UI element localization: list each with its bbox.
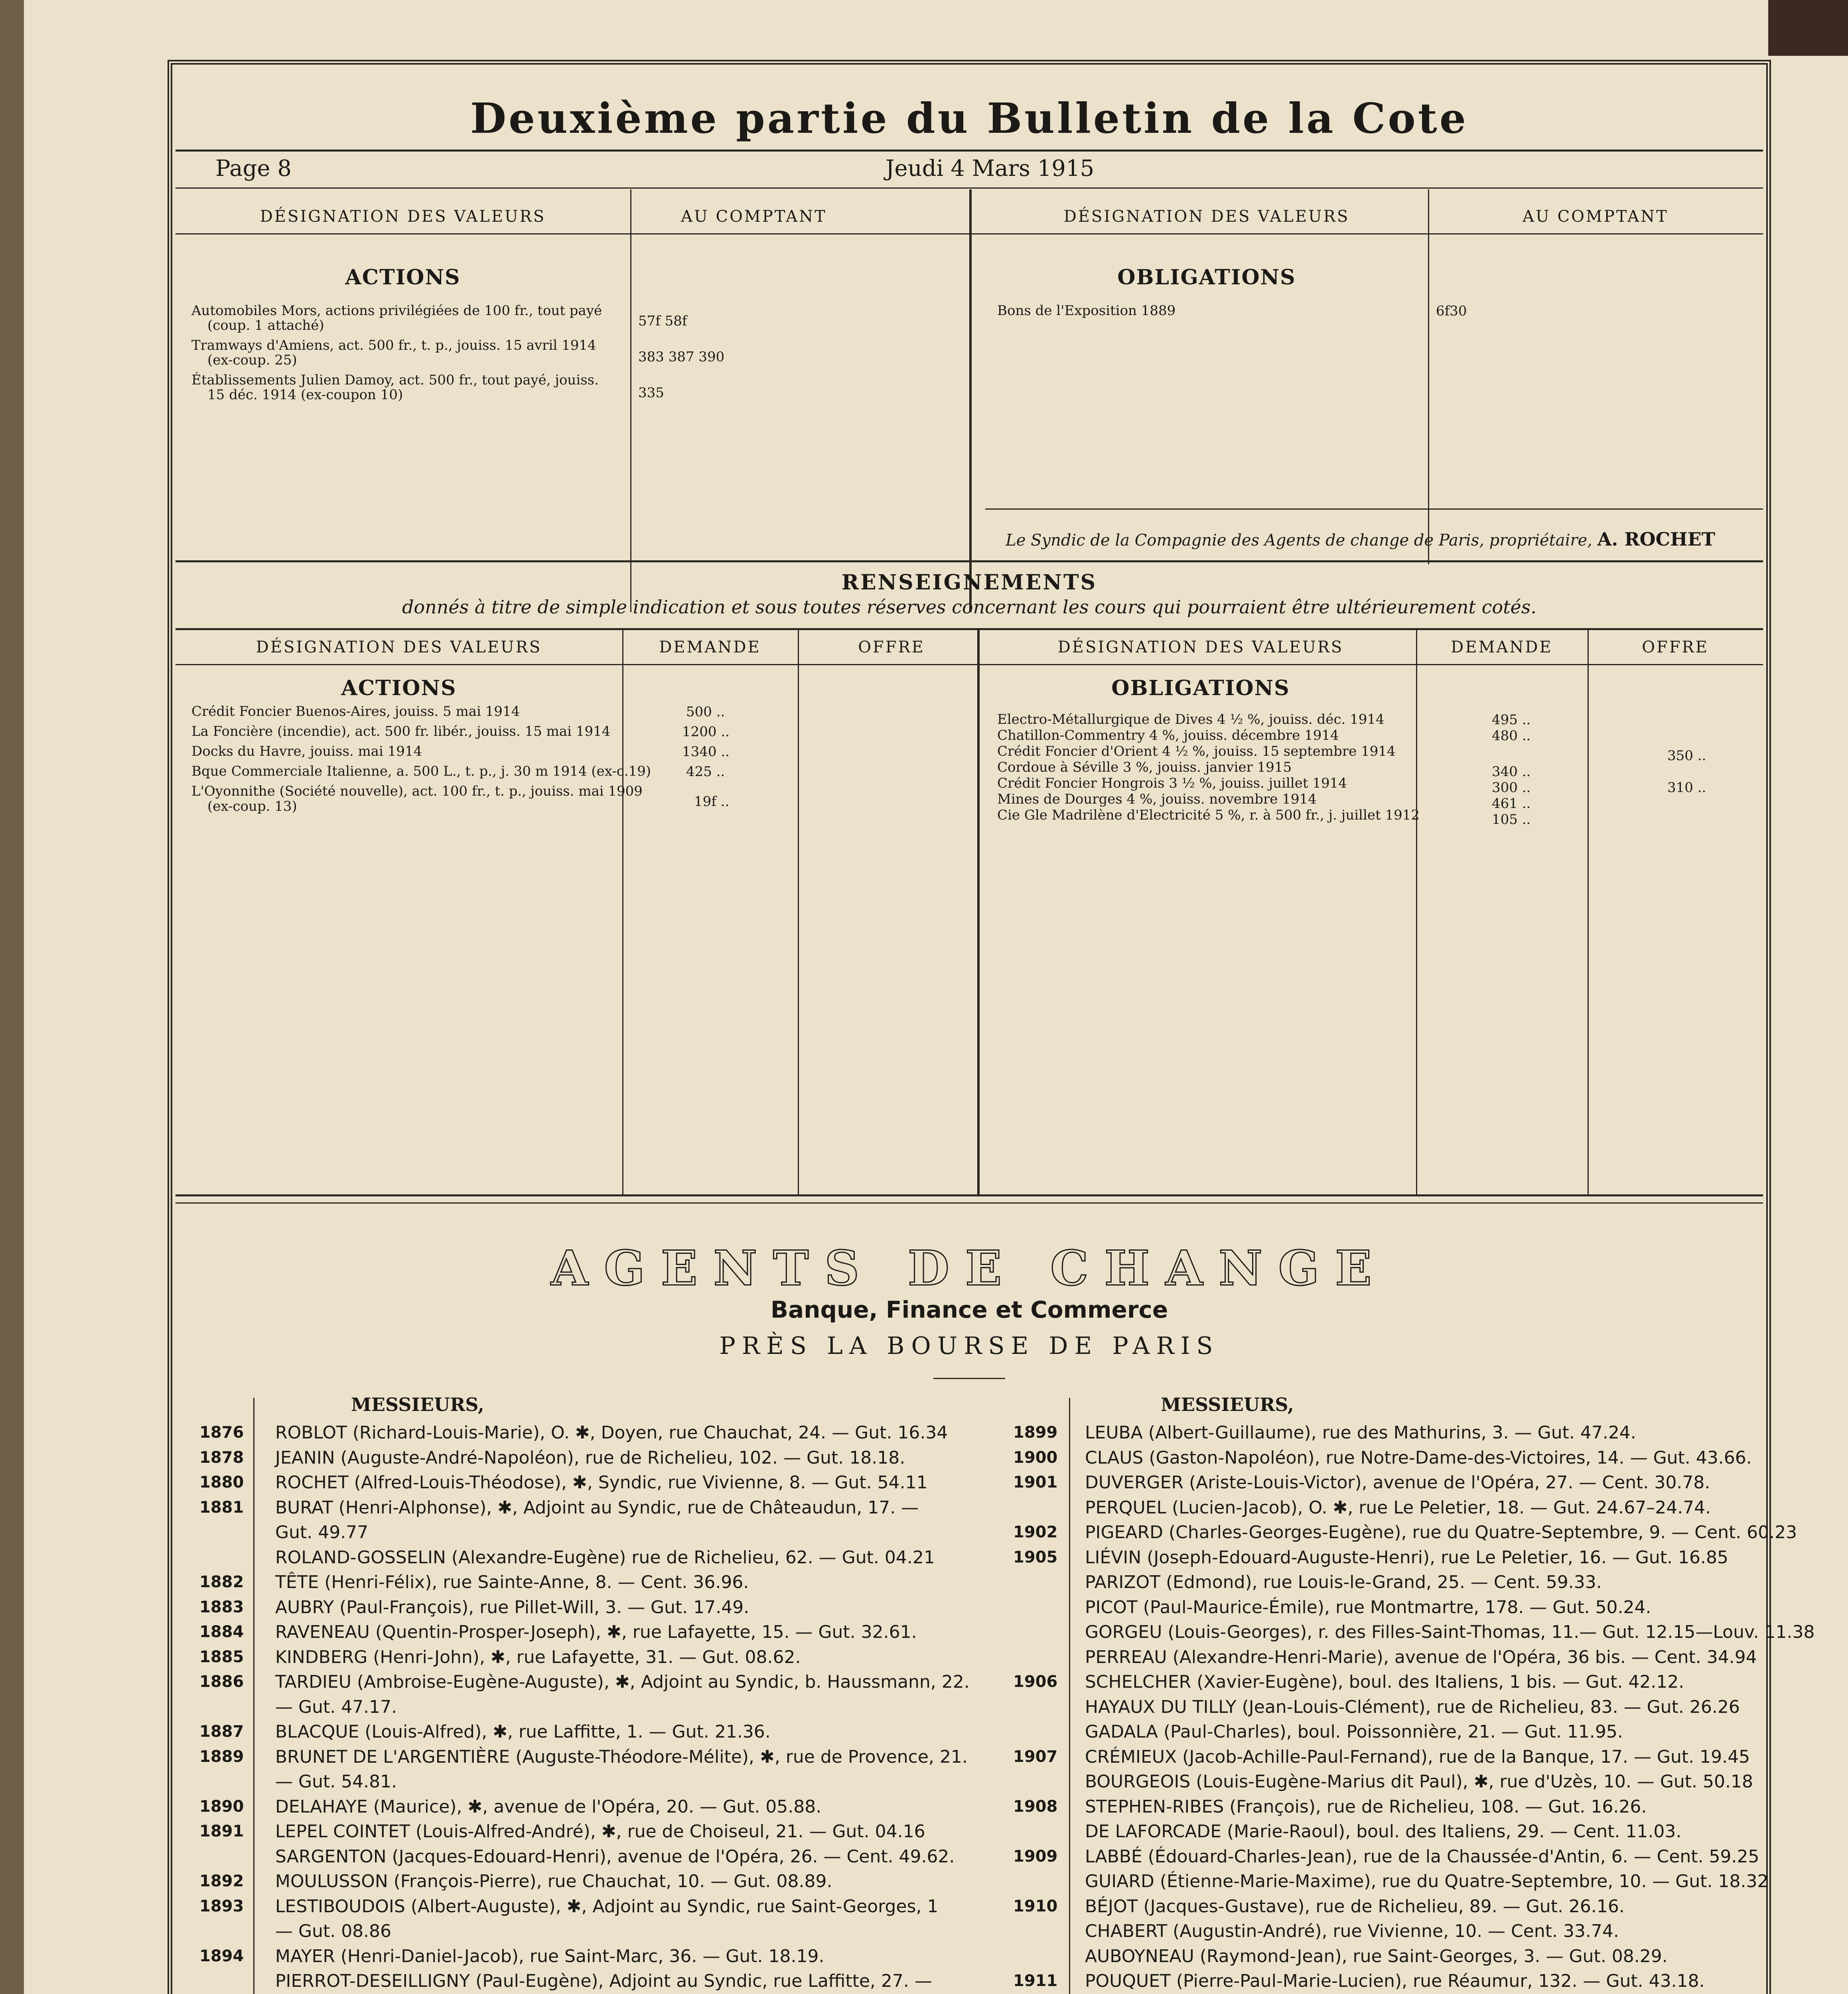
agent-year: 1887 — [199, 1722, 244, 1741]
agent-entry: CLAUS (Gaston-Napoléon), rue Notre-Dame-des-Victoires, 14. — Gut. 43.66. — [1085, 1447, 1752, 1468]
issue-date: Jeudi 4 Mars 1915 — [886, 156, 1095, 181]
agent-entry: ROBLOT (Richard-Louis-Marie), O. ✱, Doyen, rue Chauchat, 24. — Gut. 16.34 — [275, 1423, 948, 1443]
agent-entry: DELAHAYE (Maurice), ✱, avenue de l'Opéra, 20. — Gut. 05.88. — [275, 1796, 822, 1817]
rens-obligation-demande: 340 .. — [1492, 764, 1531, 780]
agent-entry: POUQUET (Pierre-Paul-Marie-Lucien), rue Réaumur, 132. — Gut. 43.18. — [1085, 1971, 1705, 1991]
rens-action-demande: 1200 .. — [682, 724, 730, 740]
messieurs-left: MESSIEURS, — [351, 1394, 484, 1415]
ornament-rule — [933, 1378, 1005, 1379]
agent-year: 1881 — [199, 1498, 244, 1517]
agent-entry: DUVERGER (Ariste-Louis-Victor), avenue de l'Opéra, 27. — Cent. 30.78. — [1085, 1472, 1710, 1493]
agent-year: 1880 — [199, 1473, 244, 1492]
rens-action-row: L'Oyonnithe (Société nouvelle), act. 100 fr., t. p., jouiss. mai 1909 — [191, 783, 643, 799]
agent-entry: CHABERT (Augustin-André), rue Vivienne, 10. — Cent. 33.74. — [1085, 1921, 1619, 1941]
agent-entry: BURAT (Henri-Alphonse), ✱, Adjoint au Syndic, rue de Châteaudun, 17. — — [275, 1497, 919, 1518]
agent-entry: LABBÉ (Édouard-Charles-Jean), rue de la Chaussée-d'Antin, 6. — Cent. 59.25 — [1085, 1846, 1759, 1867]
col-comptant-right: AU COMPTANT — [1523, 207, 1669, 226]
agent-entry: STEPHEN-RIBES (François), rue de Richelieu, 108. — Gut. 16.26. — [1085, 1796, 1647, 1817]
rens-obligation-offre: 350 .. — [1667, 748, 1706, 764]
rens-top-rule — [176, 628, 1763, 630]
rens-action-demande: 500 .. — [686, 704, 725, 720]
col-designation-right: DÉSIGNATION DES VALEURS — [1063, 207, 1350, 226]
agent-entry: Gut. 49.77 — [275, 1522, 369, 1543]
cote-divider-1 — [630, 189, 631, 612]
agent-entry: ROCHET (Alfred-Louis-Théodose), ✱, Syndic, rue Vivienne, 8. — Gut. 54.11 — [275, 1472, 928, 1493]
cote-action-row-cont: 15 déc. 1914 (ex-coupon 10) — [207, 387, 403, 403]
agent-entry: GUIARD (Étienne-Marie-Maxime), rue du Quatre-Septembre, 10. — Gut. 18.32 — [1085, 1871, 1769, 1892]
rens-bottom-rule — [176, 1194, 1763, 1196]
cote-obligations-title: OBLIGATIONS — [1117, 265, 1296, 290]
rens-obligation-demande: 495 .. — [1492, 712, 1531, 728]
rens-action-row: Crédit Foncier Buenos-Aires, jouiss. 5 mai 1914 — [191, 703, 520, 719]
rens-obligation-row: Crédit Foncier Hongrois 3 ½ %, jouiss. juillet 1914 — [997, 775, 1347, 791]
agent-year: 1900 — [1013, 1448, 1058, 1467]
syndic-text: Le Syndic de la Compagnie des Agents de change de Paris, propriétaire, — [1006, 531, 1592, 550]
cote-action-value: 335 — [638, 385, 664, 401]
cote-obligation-row: Bons de l'Exposition 1889 — [997, 303, 1176, 319]
rens-action-demande: 1340 .. — [682, 744, 730, 760]
rens-obligation-offre: 310 .. — [1667, 780, 1706, 796]
page-number: Page 8 — [215, 156, 292, 181]
agent-year: 1889 — [199, 1747, 244, 1766]
agent-entry: LEPEL COINTET (Louis-Alfred-André), ✱, rue de Choiseul, 21. — Gut. 04.16 — [275, 1821, 925, 1842]
renseignements-title: RENSEIGNEMENTS — [841, 570, 1097, 595]
binding-spine — [0, 0, 24, 1994]
agent-year: 1893 — [199, 1897, 244, 1915]
cote-action-value: 57f 58f — [638, 313, 687, 329]
agent-entry: LIÉVIN (Joseph-Edouard-Auguste-Henri), rue Le Peletier, 16. — Gut. 16.85 — [1085, 1547, 1728, 1568]
rens-divider-4 — [1416, 628, 1417, 1194]
agent-entry: DE LAFORCADE (Marie-Raoul), boul. des Italiens, 29. — Cent. 11.03. — [1085, 1821, 1682, 1842]
cote-action-row: Établissements Julien Damoy, act. 500 fr., tout payé, jouiss. — [191, 372, 599, 388]
rens-obligation-row: Mines de Dourges 4 %, jouiss. novembre 1914 — [997, 791, 1317, 807]
agents-divider-left — [253, 1398, 254, 1994]
bulletin-content — [176, 70, 1815, 1994]
agent-entry: CRÉMIEUX (Jacob-Achille-Paul-Fernand), rue de la Banque, 17. — Gut. 19.45 — [1085, 1746, 1750, 1767]
agent-entry: PIERROT-DESEILLIGNY (Paul-Eugène), Adjoint au Syndic, rue Laffitte, 27. — — [275, 1971, 932, 1991]
agent-entry: SARGENTON (Jacques-Edouard-Henri), avenue de l'Opéra, 26. — Cent. 49.62. — [275, 1846, 955, 1867]
syndic-line — [1006, 528, 1715, 550]
agent-entry: — Gut. 08.86 — [275, 1921, 392, 1941]
rens-col-designation-left: DÉSIGNATION DES VALEURS — [256, 638, 542, 656]
rens-bottom-rule-2 — [176, 1202, 1763, 1204]
rens-obligation-demande: 105 .. — [1492, 812, 1531, 828]
rens-divider-5 — [1588, 628, 1589, 1194]
rens-obligation-row: Cordoue à Séville 3 %, jouiss. janvier 1915 — [997, 759, 1292, 775]
rens-obligation-row: Crédit Foncier d'Orient 4 ½ %, jouiss. 15 septembre 1914 — [997, 743, 1396, 759]
agent-entry: PIGEARD (Charles-Georges-Eugène), rue du Quatre-Septembre, 9. — Cent. 60.23 — [1085, 1522, 1797, 1543]
agent-entry: AUBOYNEAU (Raymond-Jean), rue Saint-Georges, 3. — Gut. 08.29. — [1085, 1946, 1668, 1966]
agent-entry: AUBRY (Paul-François), rue Pillet-Will, 3. — Gut. 17.49. — [275, 1597, 749, 1618]
header-rule — [176, 150, 1763, 152]
agent-year: 1883 — [199, 1598, 244, 1616]
cote-action-row: Tramways d'Amiens, act. 500 fr., t. p., jouiss. 15 avril 1914 — [191, 337, 596, 353]
cote-action-row-cont: (coup. 1 attaché) — [207, 317, 324, 333]
rens-actions-title: ACTIONS — [341, 676, 457, 700]
agent-entry: MOULUSSON (François-Pierre), rue Chauchat, 10. — Gut. 08.89. — [275, 1871, 832, 1892]
rens-divider-2 — [798, 628, 799, 1194]
agent-entry: JEANIN (Auguste-André-Napoléon), rue de Richelieu, 102. — Gut. 18.18. — [275, 1447, 905, 1468]
agent-entry: MAYER (Henri-Daniel-Jacob), rue Saint-Marc, 36. — Gut. 18.19. — [275, 1946, 824, 1966]
agent-year: 1884 — [199, 1623, 244, 1641]
rens-col-offre-right: OFFRE — [1642, 638, 1709, 656]
rens-divider-3 — [977, 628, 980, 1194]
agent-entry: — Gut. 47.17. — [275, 1696, 397, 1717]
agent-year: 1876 — [199, 1423, 244, 1442]
cote-divider-2 — [969, 189, 972, 612]
agent-entry: TARDIEU (Ambroise-Eugène-Auguste), ✱, Adjoint au Syndic, b. Haussmann, 22. — [275, 1672, 970, 1692]
agents-divider-mid — [1069, 1398, 1070, 1994]
agent-year: 1910 — [1013, 1897, 1058, 1915]
rens-obligation-demande: 461 .. — [1492, 796, 1531, 812]
rens-action-row: Docks du Havre, jouiss. mai 1914 — [191, 743, 422, 759]
agent-entry: LESTIBOUDOIS (Albert-Auguste), ✱, Adjoint au Syndic, rue Saint-Georges, 1 — [275, 1896, 939, 1917]
agent-year: 1878 — [199, 1448, 244, 1467]
syndic-rule — [985, 508, 1763, 510]
agent-entry: TÊTE (Henri-Félix), rue Sainte-Anne, 8. — Cent. 36.96. — [275, 1572, 749, 1592]
agent-entry: GADALA (Paul-Charles), boul. Poissonnière, 21. — Gut. 11.95. — [1085, 1722, 1623, 1742]
agent-year: 1909 — [1013, 1847, 1058, 1866]
agent-entry: LEUBA (Albert-Guillaume), rue des Mathurins, 3. — Gut. 47.24. — [1085, 1423, 1636, 1443]
rens-obligation-row: Chatillon-Commentry 4 %, jouiss. décembre 1914 — [997, 727, 1339, 743]
date-rule — [176, 187, 1763, 189]
renseignements-subtitle: donnés à titre de simple indication et sous toutes réserves concernant les cours qui pourraient être ultérieurement cotés. — [402, 596, 1537, 618]
agent-entry: PARIZOT (Edmond), rue Louis-le-Grand, 25. — Cent. 59.33. — [1085, 1572, 1602, 1592]
agent-year: 1892 — [199, 1872, 244, 1890]
rens-col-offre-left: OFFRE — [858, 638, 925, 656]
agent-year: 1907 — [1013, 1747, 1058, 1766]
agent-entry: PERQUEL (Lucien-Jacob), O. ✱, rue Le Peletier, 18. — Gut. 24.67–24.74. — [1085, 1497, 1711, 1518]
col-comptant-left: AU COMPTANT — [681, 207, 827, 226]
rens-action-row-cont: (ex-coup. 13) — [207, 798, 297, 814]
agents-subtitle-2: PRÈS LA BOURSE DE PARIS — [719, 1332, 1219, 1360]
rens-col-demande-left: DEMANDE — [659, 638, 761, 656]
agent-entry: SCHELCHER (Xavier-Eugène), boul. des Italiens, 1 bis. — Gut. 42.12. — [1085, 1672, 1684, 1692]
messieurs-right: MESSIEURS, — [1161, 1394, 1294, 1415]
cote-divider-3 — [1428, 189, 1429, 564]
agent-year: 1891 — [199, 1822, 244, 1840]
cote-action-row-cont: (ex-coup. 25) — [207, 352, 297, 368]
agent-year: 1885 — [199, 1647, 244, 1666]
agent-entry: BOURGEOIS (Louis-Eugène-Marius dit Paul), ✱, rue d'Uzès, 10. — Gut. 50.18 — [1085, 1771, 1753, 1792]
agent-year: 1911 — [1013, 1972, 1058, 1990]
rens-action-row: La Foncière (incendie), act. 500 fr. libér., jouiss. 15 mai 1914 — [191, 723, 611, 739]
agent-entry: KINDBERG (Henri-John), ✱, rue Lafayette, 31. — Gut. 08.62. — [275, 1647, 801, 1667]
rens-action-row: Bque Commerciale Italienne, a. 500 L., t. p., j. 30 m 1914 (ex-c.19) — [191, 763, 651, 779]
rens-obligation-demande: 480 .. — [1492, 728, 1531, 744]
agent-year: 1902 — [1013, 1523, 1058, 1541]
agent-year: 1899 — [1013, 1423, 1058, 1442]
rens-header-rule — [176, 664, 1763, 665]
agent-year: 1890 — [199, 1797, 244, 1816]
rens-action-demande: 425 .. — [686, 764, 725, 780]
col-designation-left: DÉSIGNATION DES VALEURS — [260, 207, 546, 226]
agent-entry: BRUNET DE L'ARGENTIÈRE (Auguste-Théodore-Mélite), ✱, rue de Provence, 21. — [275, 1746, 968, 1767]
agent-year: 1882 — [199, 1573, 244, 1591]
agent-entry: BÉJOT (Jacques-Gustave), rue de Richelieu, 89. — Gut. 26.16. — [1085, 1896, 1625, 1917]
rens-obligation-demande: 300 .. — [1492, 780, 1531, 796]
agent-year: 1886 — [199, 1673, 244, 1691]
agent-year: 1901 — [1013, 1473, 1058, 1492]
cote-action-value: 383 387 390 — [638, 349, 725, 365]
agent-entry: PERREAU (Alexandre-Henri-Marie), avenue de l'Opéra, 36 bis. — Cent. 34.94 — [1085, 1647, 1757, 1667]
rens-action-demande: 19f .. — [694, 794, 730, 810]
agent-entry: GORGEU (Louis-Georges), r. des Filles-Saint-Thomas, 11.— Gut. 12.15—Louv. 11.38 — [1085, 1622, 1815, 1642]
agent-year: 1908 — [1013, 1797, 1058, 1816]
agents-subtitle-1: Banque, Finance et Commerce — [770, 1296, 1168, 1323]
rens-obligation-row: Electro-Métallurgique de Dives 4 ½ %, jouiss. déc. 1914 — [997, 711, 1385, 727]
rens-obligation-row: Cie Gle Madrilène d'Electricité 5 %, r. à 500 fr., j. juillet 1912 — [997, 807, 1420, 823]
cote-obligation-value: 6f30 — [1436, 303, 1467, 319]
agent-entry: ROLAND-GOSSELIN (Alexandre-Eugène) rue de Richelieu, 62. — Gut. 04.21 — [275, 1547, 935, 1568]
agent-year: 1906 — [1013, 1673, 1058, 1691]
bulletin-title: Deuxième partie du Bulletin de la Cote — [470, 94, 1469, 143]
rens-obligations-title: OBLIGATIONS — [1111, 676, 1290, 700]
agent-year: 1894 — [199, 1947, 244, 1965]
syndic-name: A. ROCHET — [1597, 528, 1715, 550]
cote-actions-title: ACTIONS — [345, 265, 461, 290]
rens-col-demande-right: DEMANDE — [1451, 638, 1553, 656]
agent-entry: PICOT (Paul-Maurice-Émile), rue Montmartre, 178. — Gut. 50.24. — [1085, 1597, 1651, 1618]
cote-action-row: Automobiles Mors, actions privilégiées de 100 fr., tout payé — [191, 303, 602, 319]
agent-entry: RAVENEAU (Quentin-Prosper-Joseph), ✱, rue Lafayette, 15. — Gut. 32.61. — [275, 1622, 917, 1642]
page-corner — [1768, 0, 1848, 56]
agent-entry: — Gut. 54.81. — [275, 1771, 397, 1792]
rens-col-designation-right: DÉSIGNATION DES VALEURS — [1057, 638, 1344, 656]
cote-bottom-rule — [176, 560, 1763, 562]
agent-entry: BLACQUE (Louis-Alfred), ✱, rue Laffitte, 1. — Gut. 21.36. — [275, 1722, 771, 1742]
agent-entry: HAYAUX DU TILLY (Jean-Louis-Clément), rue de Richelieu, 83. — Gut. 26.26 — [1085, 1696, 1740, 1717]
rens-divider-1 — [622, 628, 623, 1194]
agents-title: AGENTS DE CHANGE — [551, 1240, 1388, 1296]
agent-year: 1905 — [1013, 1548, 1058, 1566]
